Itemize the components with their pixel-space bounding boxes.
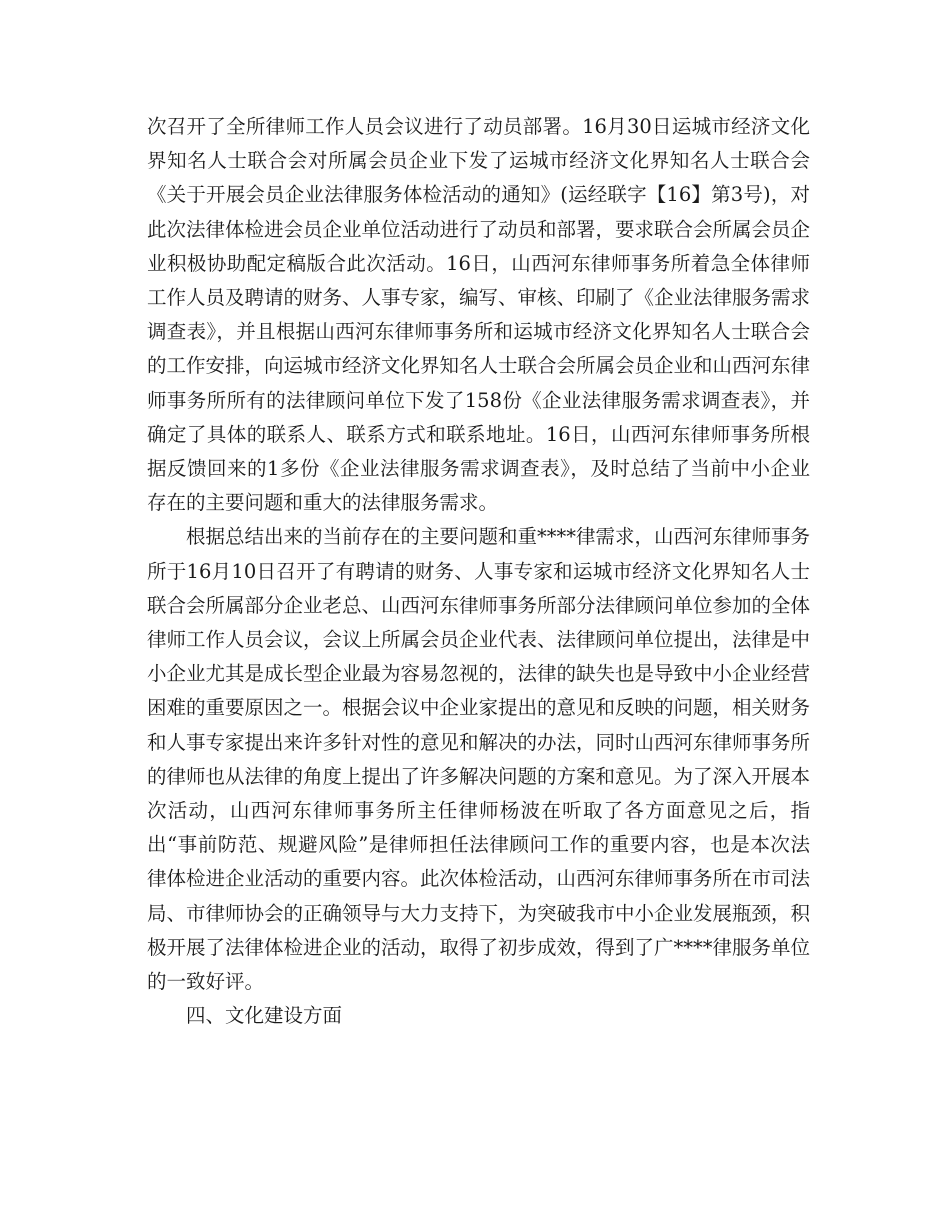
- document-body: [147, 110, 810, 1033]
- paragraph: 根据总结出来的当前存在的主要问题和重****律需求，山西河东律师事务所于16月10日召开了有聘请的财务、人事专家和运城市经济文化界知名人士联合会所属部分企业老总、山西河东律师事务所部分法律顾问单位参加的全体律师工作人员会议，会议上所属会员企业代表、法律顾问单位提出，法律是中小企业尤其是成长型企业最为容易忽视的，法律的缺失也是导致中小企业经营困难的重要原因之一。根据会议中企业家提出的意见和反映的问题，相关财务和人事专家提出来许多针对性的意见和解决的办法，同时山西河东律师事务所的律师也从法律的角度上提出了许多解决问题的方案和意见。为了深入开展本次活动，山西河东律师事务所主任律师杨波在听取了各方面意见之后，指出“事前防范、规避风险”是律师担任法律顾问工作的重要内容，也是本次法律体检进企业活动的重要内容。此次体检活动，山西河东律师事务所在市司法局、市律师协会的正确领导与大力支持下，为突破我市中小企业发展瓶颈，积极开展了法律体检进企业的活动，取得了初步成效，得到了广****律服务单位的一致好评。: [147, 525, 811, 994]
- section-heading: 四、文化建设方面: [186, 1004, 343, 1028]
- paragraph-continued: 次召开了全所律师工作人员会议进行了动员部署。16月30日运城市经济文化界知名人士联合会对所属会员企业下发了运城市经济文化界知名人士联合会《关于开展会员企业法律服务体检活动的通知》(运经联字【16】第3号)，对此次法律体检进会员企业单位活动进行了动员和部署，要求联合会所属会员企业积极协助配定稿版合此次活动。16日，山西河东律师事务所着急全体律师工作人员及聘请的财务、人事专家，编写、审核、印刷了《企业法律服务需求调查表》，并且根据山西河东律师事务所和运城市经济文化界知名人士联合会的工作安排，向运城市经济文化界知名人士联合会所属会员企业和山西河东律师事务所所有的法律顾问单位下发了158份《企业法律服务需求调查表》，并确定了具体的联系人、联系方式和联系地址。16日，山西河东律师事务所根据反馈回来的1多份《企业法律服务需求调查表》，及时总结了当前中小企业存在的主要问题和重大的法律服务需求。: [147, 115, 811, 515]
